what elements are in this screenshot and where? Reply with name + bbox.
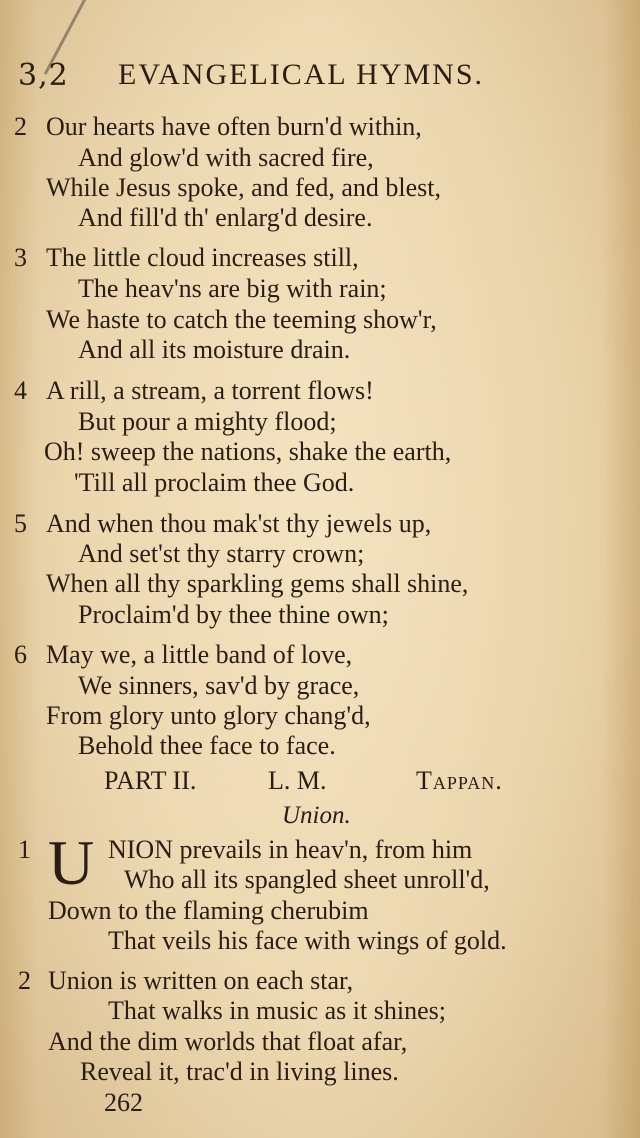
verse-line: The heav'ns are big with rain; [78, 274, 387, 303]
verse-number: 4 [14, 376, 27, 405]
meter-label: L. M. [268, 766, 327, 795]
verse-line: We haste to catch the teeming show'r, [46, 305, 437, 334]
verse-line: Reveal it, trac'd in living lines. [80, 1057, 399, 1086]
drop-cap: U [48, 827, 95, 898]
verse-line: From glory unto glory chang'd, [46, 701, 371, 730]
verse-line: NION prevails in heav'n, from him [108, 835, 473, 864]
part-label: PART II. [104, 766, 197, 795]
verse-line: A rill, a stream, a torrent flows! [46, 376, 374, 405]
verse-line: And glow'd with sacred fire, [78, 143, 374, 172]
page-number-bottom: 262 [104, 1088, 143, 1117]
hymn-subtitle: Union. [282, 802, 351, 829]
verse-line: While Jesus spoke, and fed, and blest, [46, 173, 441, 202]
verse-line: That walks in music as it shines; [108, 996, 446, 1025]
running-title: EVANGELICAL HYMNS. [118, 58, 484, 91]
verse-line: When all thy sparkling gems shall shine, [46, 569, 469, 598]
verse-line: And the dim worlds that float afar, [48, 1027, 408, 1056]
verse-line: And all its moisture drain. [78, 335, 351, 364]
verse-number: 5 [14, 509, 27, 538]
page-number-top: 3,2 [18, 58, 69, 93]
verse-line: Behold thee face to face. [78, 731, 336, 760]
tune-label: Tappan. [416, 766, 503, 795]
verse-number: 2 [18, 966, 31, 995]
verse-line: May we, a little band of love, [46, 640, 353, 669]
page-header [18, 58, 600, 98]
verse-line: We sinners, sav'd by grace, [78, 671, 360, 700]
verse-number: 3 [14, 243, 27, 272]
verse-line: That veils his face with wings of gold. [108, 926, 507, 955]
verse-line: Union is written on each star, [48, 966, 354, 995]
verse-line: But pour a mighty flood; [78, 407, 337, 436]
verse-line: Down to the flaming cherubim [48, 896, 369, 925]
verse-line: And when thou mak'st thy jewels up, [46, 509, 432, 538]
verse-line: Oh! sweep the nations, shake the earth, [44, 437, 452, 466]
verse-line: Who all its spangled sheet unroll'd, [124, 865, 490, 894]
verse-line: The little cloud increases still, [46, 243, 359, 272]
verse-line: 'Till all proclaim thee God. [74, 468, 355, 497]
verse-line: And fill'd th' enlarg'd desire. [78, 203, 373, 232]
verse-line: Proclaim'd by thee thine own; [78, 600, 389, 629]
verse-number: 6 [14, 640, 27, 669]
verse-number: 1 [18, 835, 31, 864]
verse-line: Our hearts have often burn'd within, [46, 112, 422, 141]
part-heading [0, 766, 640, 802]
verse-number: 2 [14, 112, 27, 141]
verse-line: And set'st thy starry crown; [78, 539, 365, 568]
